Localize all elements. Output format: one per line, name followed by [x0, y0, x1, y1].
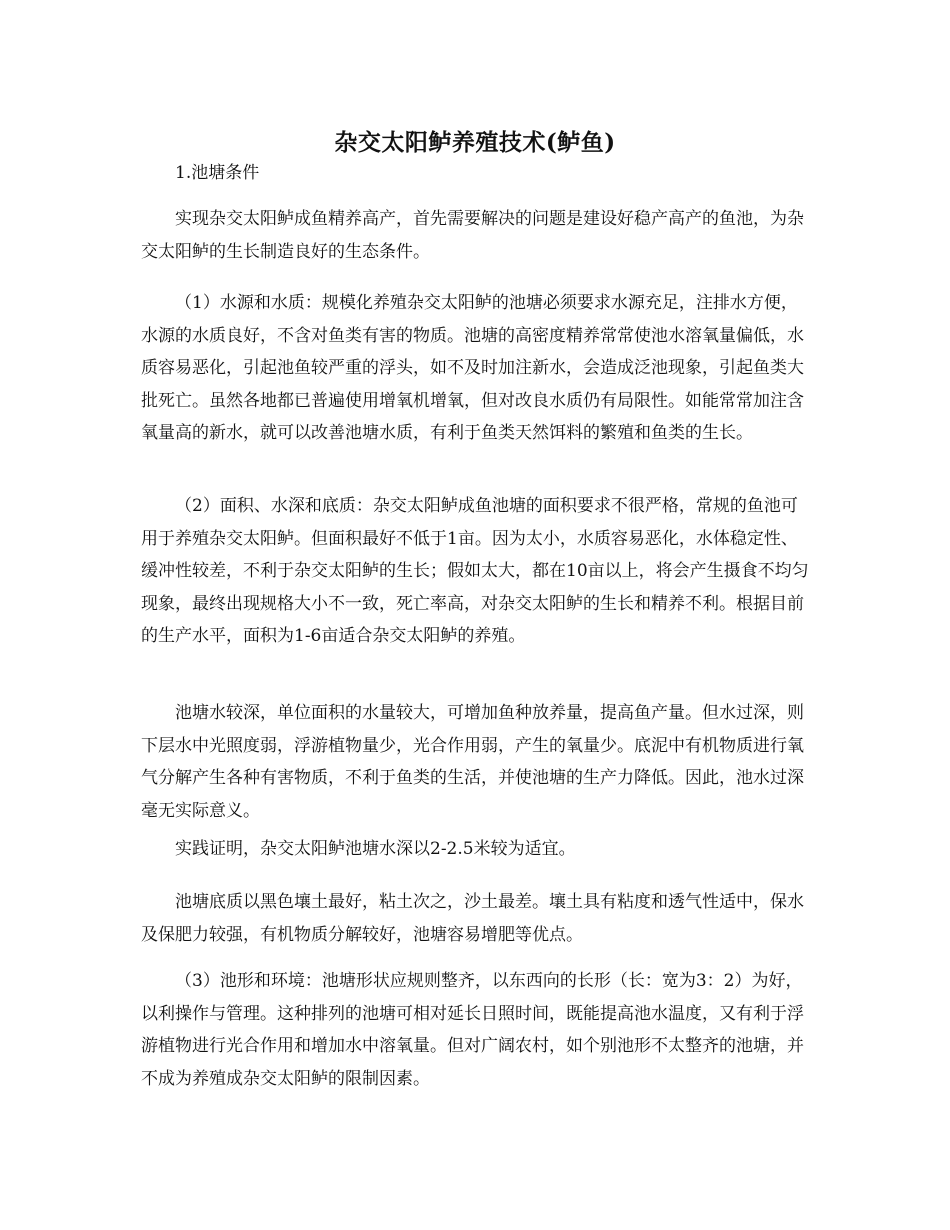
paragraph-shape-environment: （3）池形和环境：池塘形状应规则整齐，以东西向的长形（长：宽为3：2）为好，以利操作与管理。这种排列的池塘可相对延长日照时间，既能提高池水温度，又有利于浮游植物进行光合作用和增加水中溶氧量。但对广阔农村，如个别池形不太整齐的池塘，并不成为养殖成杂交太阳鲈的限制因素。	[141, 971, 804, 1089]
paragraph-area-depth: （2）面积、水深和底质：杂交太阳鲈成鱼池塘的面积要求不很严格，常规的鱼池可用于养殖杂交太阳鲈。但面积最好不低于1亩。因为太小，水质容易恶化，水体稳定性、缓冲性较差，不利于杂交太阳鲈的生长；假如太大，都在10亩以上，将会产生摄食不均匀现象，最终出现规格大小不一致，死亡率高，对杂交太阳鲈的生长和精养不利。根据目前的生产水平，面积为1-6亩适合杂交太阳鲈的养殖。	[141, 496, 809, 646]
paragraph-intro: 实现杂交太阳鲈成鱼精养高产，首先需要解决的问题是建设好稳产高产的鱼池，为杂交太阳鲈的生长制造良好的生态条件。	[141, 209, 804, 262]
paragraph-bottom-soil: 池塘底质以黑色壤土最好，粘土次之，沙土最差。壤土具有粘度和透气性适中，保水及保肥力较强，有机物质分解较好，池塘容易增肥等优点。	[141, 892, 804, 945]
document-title: 杂交太阳鲈养殖技术(鲈鱼)	[334, 129, 616, 157]
paragraph-practice: 实践证明，杂交太阳鲈池塘水深以2-2.5米较为适宜。	[175, 839, 576, 859]
paragraph-water-source: （1）水源和水质：规模化养殖杂交太阳鲈的池塘必须要求水源充足，注排水方便，水源的水质良好，不含对鱼类有害的物质。池塘的高密度精养常常使池水溶氧量偏低，水质容易恶化，引起池鱼较严重的浮头，如不及时加注新水，会造成泛池现象，引起鱼类大批死亡。虽然各地都已普遍使用增氧机增氧，但对改良水质仍有局限性。如能常常加注含氧量高的新水，就可以改善池塘水质，有利于鱼类天然饵料的繁殖和鱼类的生长。	[141, 293, 804, 443]
section-heading: 1.池塘条件	[175, 163, 260, 183]
paragraph-pond-depth: 池塘水较深，单位面积的水量较大，可增加鱼种放养量，提高鱼产量。但水过深，则下层水中光照度弱，浮游植物量少，光合作用弱，产生的氧量少。底泥中有机物质进行氧气分解产生各种有害物质，不利于鱼类的生活，并使池塘的生产力降低。因此，池水过深毫无实际意义。	[141, 703, 804, 821]
